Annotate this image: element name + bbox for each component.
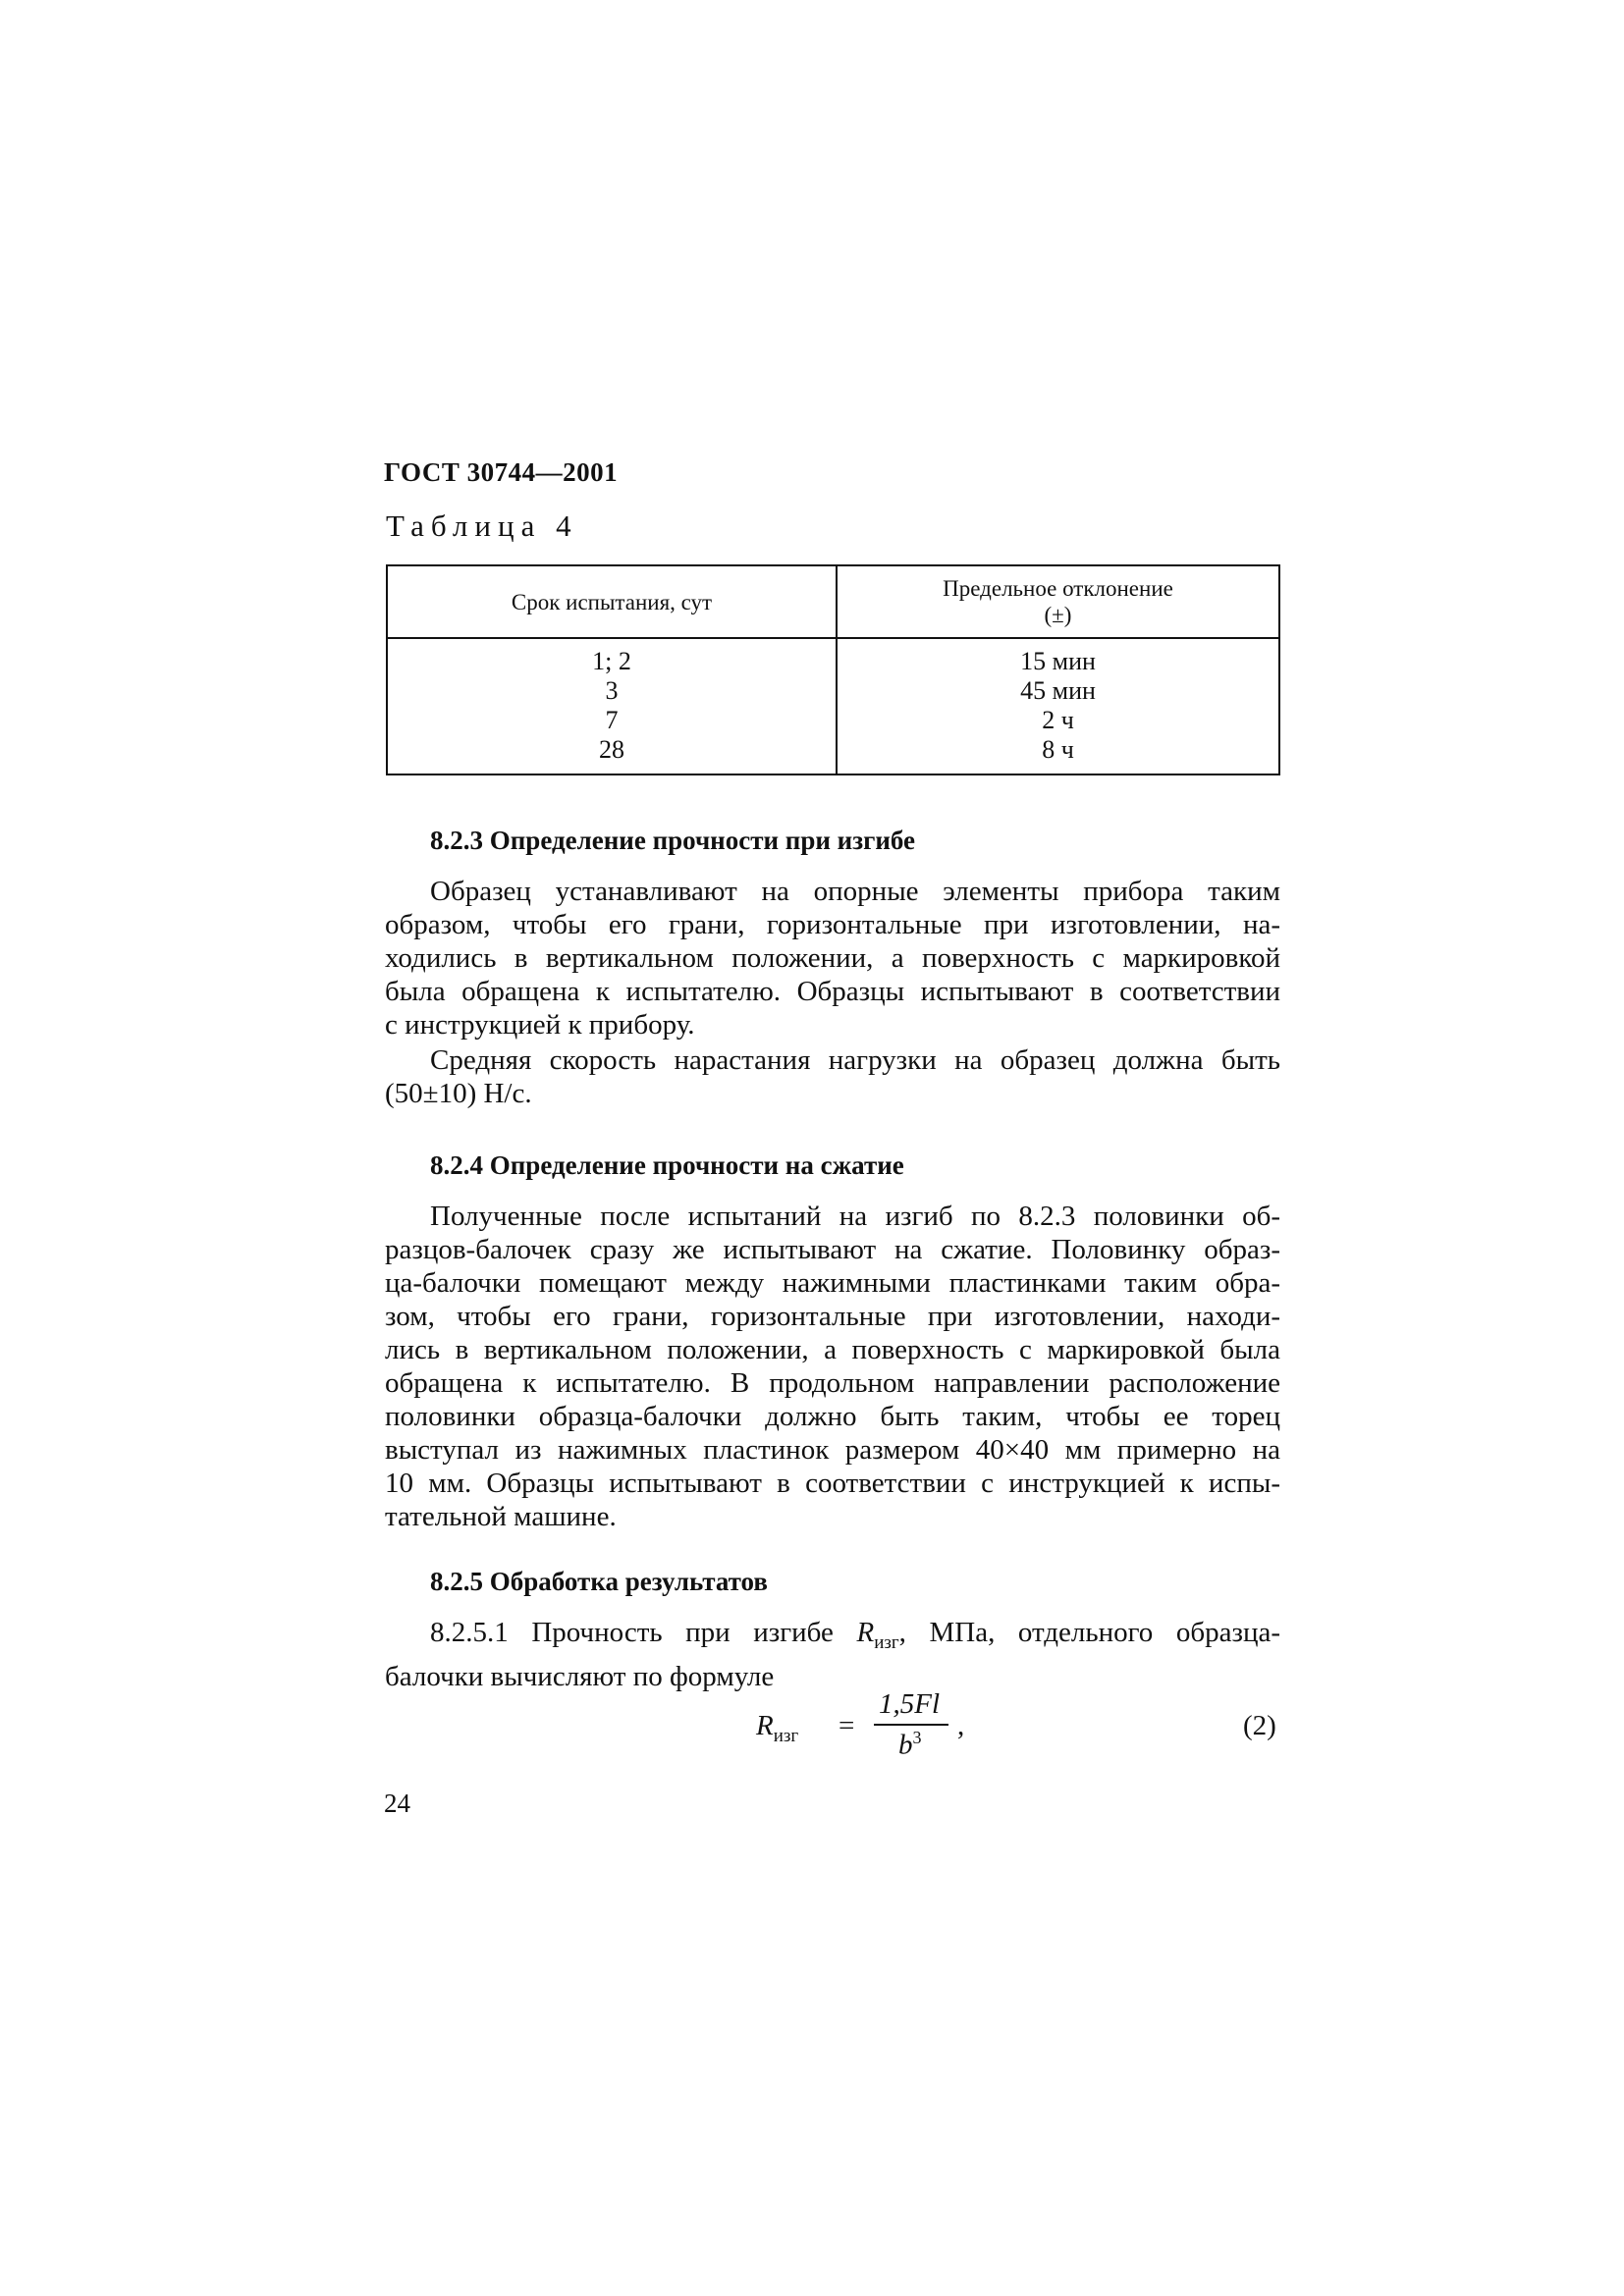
text-line: с инструкцией к прибору. (385, 1009, 695, 1041)
text-line: лись в вертикальном положении, а поверхность с маркировкой была (385, 1334, 1280, 1365)
text-line: разцов-балочек сразу же испытывают на сжатие. Половинку образ- (385, 1234, 1280, 1265)
text-line: Средняя скорость нарастания нагрузки на образец должна быть (430, 1044, 1280, 1076)
table-column-test-period (388, 647, 836, 765)
table-caption: Таблица 4 (386, 508, 578, 543)
table-header-test-period: Срок испытания, сут (511, 589, 713, 614)
text-line: зом, чтобы его грани, горизонтальные при изготовлении, находи- (385, 1301, 1280, 1332)
table-header-tolerance-label: Предельное отклонение (943, 576, 1173, 601)
formula-equals: = (839, 1710, 855, 1741)
page-number: 24 (384, 1789, 410, 1818)
text-line: ходились в вертикальном положении, а поверхность с маркировкой (385, 942, 1280, 974)
paragraph-8-2-3-b (385, 1043, 1280, 1110)
section-heading-8-2-5: 8.2.5 Обработка результатов (430, 1567, 768, 1596)
document-code: ГОСТ 30744—2001 (384, 457, 619, 487)
text-line: обращена к испытателю. В продольном направлении расположение (385, 1367, 1280, 1399)
text-line: балочки вычисляют по формуле (385, 1660, 775, 1692)
text-line: выступал из нажимных пластинок размером 40×40 мм примерно на (385, 1434, 1280, 1466)
formula-comma: , (957, 1710, 965, 1741)
text-line: образом, чтобы его грани, горизонтальные при изготовлении, на- (385, 909, 1280, 940)
paragraph-8-2-4 (385, 1200, 1280, 1533)
table-cell: 1; 2 (592, 647, 631, 675)
text-line: 8.2.5.1 Прочность при изгибе $R_{изг}$, МПа, отдельного образца- (430, 1617, 1280, 1653)
table-cell: 15 мин (1020, 647, 1096, 675)
table-column-tolerance (838, 647, 1278, 765)
text-line: тательной машине. (385, 1501, 617, 1532)
table-header-divider (388, 637, 1278, 639)
paragraph-8-2-5-1 (385, 1616, 1280, 1693)
text-line: была обращена к испытателю. Образцы испытывают в соответствии (385, 976, 1280, 1007)
text-line: Полученные после испытаний на изгиб по 8.2.3 половинки об- (430, 1201, 1280, 1232)
text-line: ца-балочки помещают между нажимными пластинками таким обра- (385, 1267, 1280, 1299)
formula-lhs: $R_{изг}$ (756, 1710, 799, 1746)
tolerance-table (386, 564, 1280, 775)
table-header-tolerance-sign: (±) (1044, 603, 1072, 627)
table-cell: 45 мин (1020, 676, 1096, 705)
text-line: половинки образца-балочки должно быть таким, чтобы ее торец (385, 1401, 1280, 1432)
formula-fraction-bar (874, 1724, 948, 1726)
section-heading-8-2-4: 8.2.4 Определение прочности на сжатие (430, 1150, 904, 1180)
section-heading-8-2-3: 8.2.3 Определение прочности при изгибе (430, 826, 916, 855)
text-line: (50±10) Н/с. (385, 1078, 532, 1109)
table-cell: 2 ч (1042, 706, 1074, 734)
table-header-tolerance (838, 566, 1278, 637)
table-cell: 7 (605, 706, 619, 734)
table-cell: 28 (599, 735, 624, 764)
text-line: Образец устанавливают на опорные элементы прибора таким (430, 876, 1280, 907)
formula-number: (2) (1243, 1710, 1276, 1741)
formula-denominator: $b^3$ (898, 1728, 922, 1761)
paragraph-8-2-3-a (385, 875, 1280, 1041)
formula-bending-strength (756, 1688, 982, 1767)
formula-numerator: 1,5Fl (879, 1688, 941, 1720)
table-cell: 8 ч (1042, 735, 1074, 764)
text-line: 10 мм. Образцы испытывают в соответствии с инструкцией к испы- (385, 1468, 1280, 1499)
table-cell: 3 (605, 676, 619, 705)
